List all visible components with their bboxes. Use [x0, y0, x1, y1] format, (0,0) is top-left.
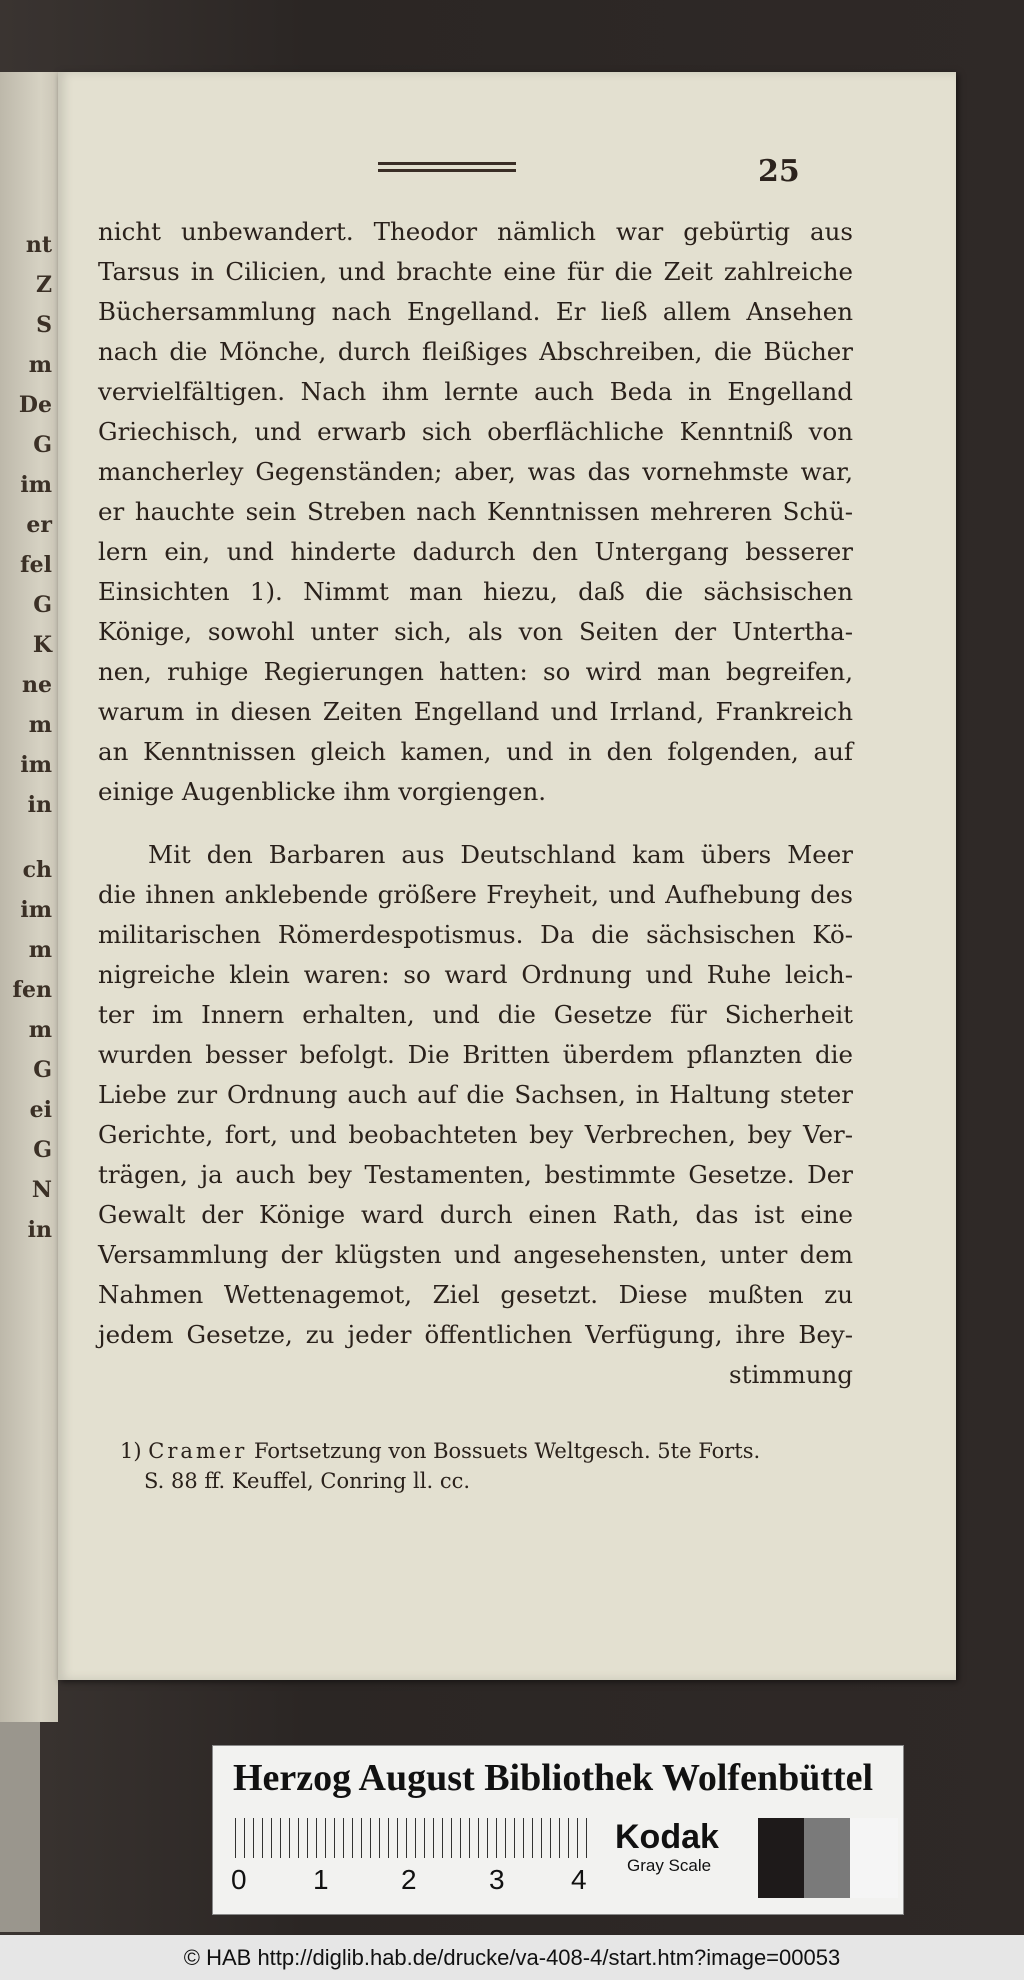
text-line: militarischen Römerdespotismus. Da die sächsischen Kö-: [98, 920, 853, 949]
left-page-fragment: G: [33, 432, 52, 458]
text-line: er hauchte sein Streben nach Kenntnissen mehreren Schü-: [98, 497, 853, 526]
footnote: [120, 1436, 860, 1496]
gray-scale-label: Gray Scale: [627, 1856, 712, 1875]
text-line: Einsichten 1). Nimmt man hiezu, daß die sächsischen: [98, 577, 853, 606]
text-line: vervielfältigen. Nach ihm lernte auch Beda in Engelland: [98, 377, 853, 406]
left-page-fragment: fen: [12, 977, 52, 1003]
text-line: trägen, ja auch bey Testamenten, bestimmte Gesetze. Der: [98, 1160, 853, 1189]
left-page-fragment: G: [33, 1057, 52, 1083]
gray-swatch: [850, 1818, 898, 1898]
text-line: Tarsus in Cilicien, und brachte eine für die Zeit zahlreiche: [98, 257, 853, 286]
body-text: [98, 212, 853, 1395]
text-line: die ihnen anklebende größere Freyheit, und Aufhebung des: [98, 880, 853, 909]
text-line: nen, ruhige Regierungen hatten: so wird man begreifen,: [98, 657, 853, 686]
text-line: Nahmen Wettenagemot, Ziel gesetzt. Diese mußten zu: [98, 1280, 853, 1309]
left-page-fragment: m: [28, 712, 52, 738]
text-line: an Kenntnissen gleich kamen, und in den folgenden, auf: [98, 737, 853, 766]
text-line: Gerichte, fort, und beobachteten bey Verbrechen, bey Ver-: [98, 1120, 853, 1149]
left-page-fragment: fel: [20, 552, 52, 578]
header-rule: [378, 162, 516, 172]
left-page-fragment: nt: [25, 232, 52, 258]
ruler-digit: 2: [401, 1864, 417, 1895]
left-page-fragment: ei: [29, 1097, 52, 1123]
footnote-text: Fortsetzung von Bossuets Weltgesch. 5te Forts.: [253, 1439, 761, 1463]
ruler-digit: 1: [313, 1864, 329, 1895]
text-line: Versammlung der klügsten und angesehensten, unter dem: [98, 1240, 853, 1269]
library-name: Herzog August Bibliothek Wolfenbüttel: [233, 1757, 874, 1799]
left-page-fragment: G: [33, 592, 52, 618]
left-page-fragment: m: [28, 352, 52, 378]
text-line: nigreiche klein waren: so ward Ordnung und Ruhe leich-: [98, 960, 853, 989]
copyright-footer: © HAB http://diglib.hab.de/drucke/va-408-4/start.htm?image=00053: [0, 1935, 1024, 1980]
text-line: Griechisch, und erwarb sich oberflächliche Kenntniß von: [98, 417, 853, 446]
left-page-fragment: im: [20, 752, 52, 778]
ruler-digit: 0: [231, 1864, 247, 1895]
left-page-fragment: in: [27, 1217, 52, 1243]
left-page-fragment: m: [28, 937, 52, 963]
text-line: Könige, sowohl unter sich, als von Seiten der Untertha-: [98, 617, 853, 646]
left-page-fragment: ne: [22, 672, 52, 698]
left-page-fragment: in: [27, 792, 52, 818]
left-page-fragment: Z: [35, 272, 52, 298]
footnote-author: Cramer: [148, 1439, 248, 1463]
gray-swatch: [758, 1818, 806, 1898]
text-line: lern ein, und hinderte dadurch den Untergang besserer: [98, 537, 853, 566]
footnote-line: [120, 1436, 860, 1466]
text-line: Gewalt der Könige ward durch einen Rath, das ist eine: [98, 1200, 853, 1229]
left-page-fragment: ch: [22, 857, 52, 883]
text-line: wurden besser befolgt. Die Britten überdem pflanzten die: [98, 1040, 853, 1069]
left-page-fragment: De: [18, 392, 52, 418]
text-line: ter im Innern erhalten, und die Gesetze für Sicherheit: [98, 1000, 853, 1029]
text-line: Mit den Barbaren aus Deutschland kam übers Meer: [148, 840, 853, 869]
ruler-digit: 4: [571, 1864, 587, 1895]
left-page-fragment: im: [20, 897, 52, 923]
left-page-fragment: m: [28, 1017, 52, 1043]
book-cover-edge: [0, 1722, 40, 1932]
left-page-fragment: N: [31, 1177, 52, 1203]
page-number: 25: [758, 154, 800, 189]
text-line: jedem Gesetze, zu jeder öffentlichen Verfügung, ihre Bey-: [98, 1320, 853, 1349]
text-line: Büchersammlung nach Engelland. Er ließ allem Ansehen: [98, 297, 853, 326]
scale-ruler: [235, 1818, 595, 1858]
left-page-fragment: er: [26, 512, 52, 538]
left-page-fragment: K: [32, 632, 52, 658]
kodak-logo: Kodak: [615, 1818, 719, 1856]
text-line: mancherley Gegenständen; aber, was das vornehmste war,: [98, 457, 853, 486]
catchword: stimmung: [729, 1360, 853, 1389]
previous-page-edge: [0, 72, 58, 1722]
footnote-continuation: S. 88 ff. Keuffel, Conring ll. cc.: [144, 1469, 471, 1493]
left-page-fragment: S: [36, 312, 52, 338]
left-page-fragment: G: [33, 1137, 52, 1163]
text-line: nicht unbewandert. Theodor nämlich war gebürtig aus: [98, 217, 853, 246]
text-line: Liebe zur Ordnung auch auf die Sachsen, in Haltung steter: [98, 1080, 853, 1109]
footnote-marker: 1): [120, 1439, 142, 1463]
ruler-digit: 3: [489, 1864, 505, 1895]
text-line: warum in diesen Zeiten Engelland und Irrland, Frankreich: [98, 697, 853, 726]
book-page: [58, 72, 956, 1680]
left-page-fragment: im: [20, 472, 52, 498]
color-checker-card: [212, 1745, 904, 1915]
text-line: einige Augenblicke ihm vorgiengen.: [98, 777, 547, 806]
gray-swatch: [804, 1818, 852, 1898]
text-line: nach die Mönche, durch fleißiges Abschreiben, die Bücher: [98, 337, 853, 366]
paragraph-gap: [98, 812, 853, 835]
